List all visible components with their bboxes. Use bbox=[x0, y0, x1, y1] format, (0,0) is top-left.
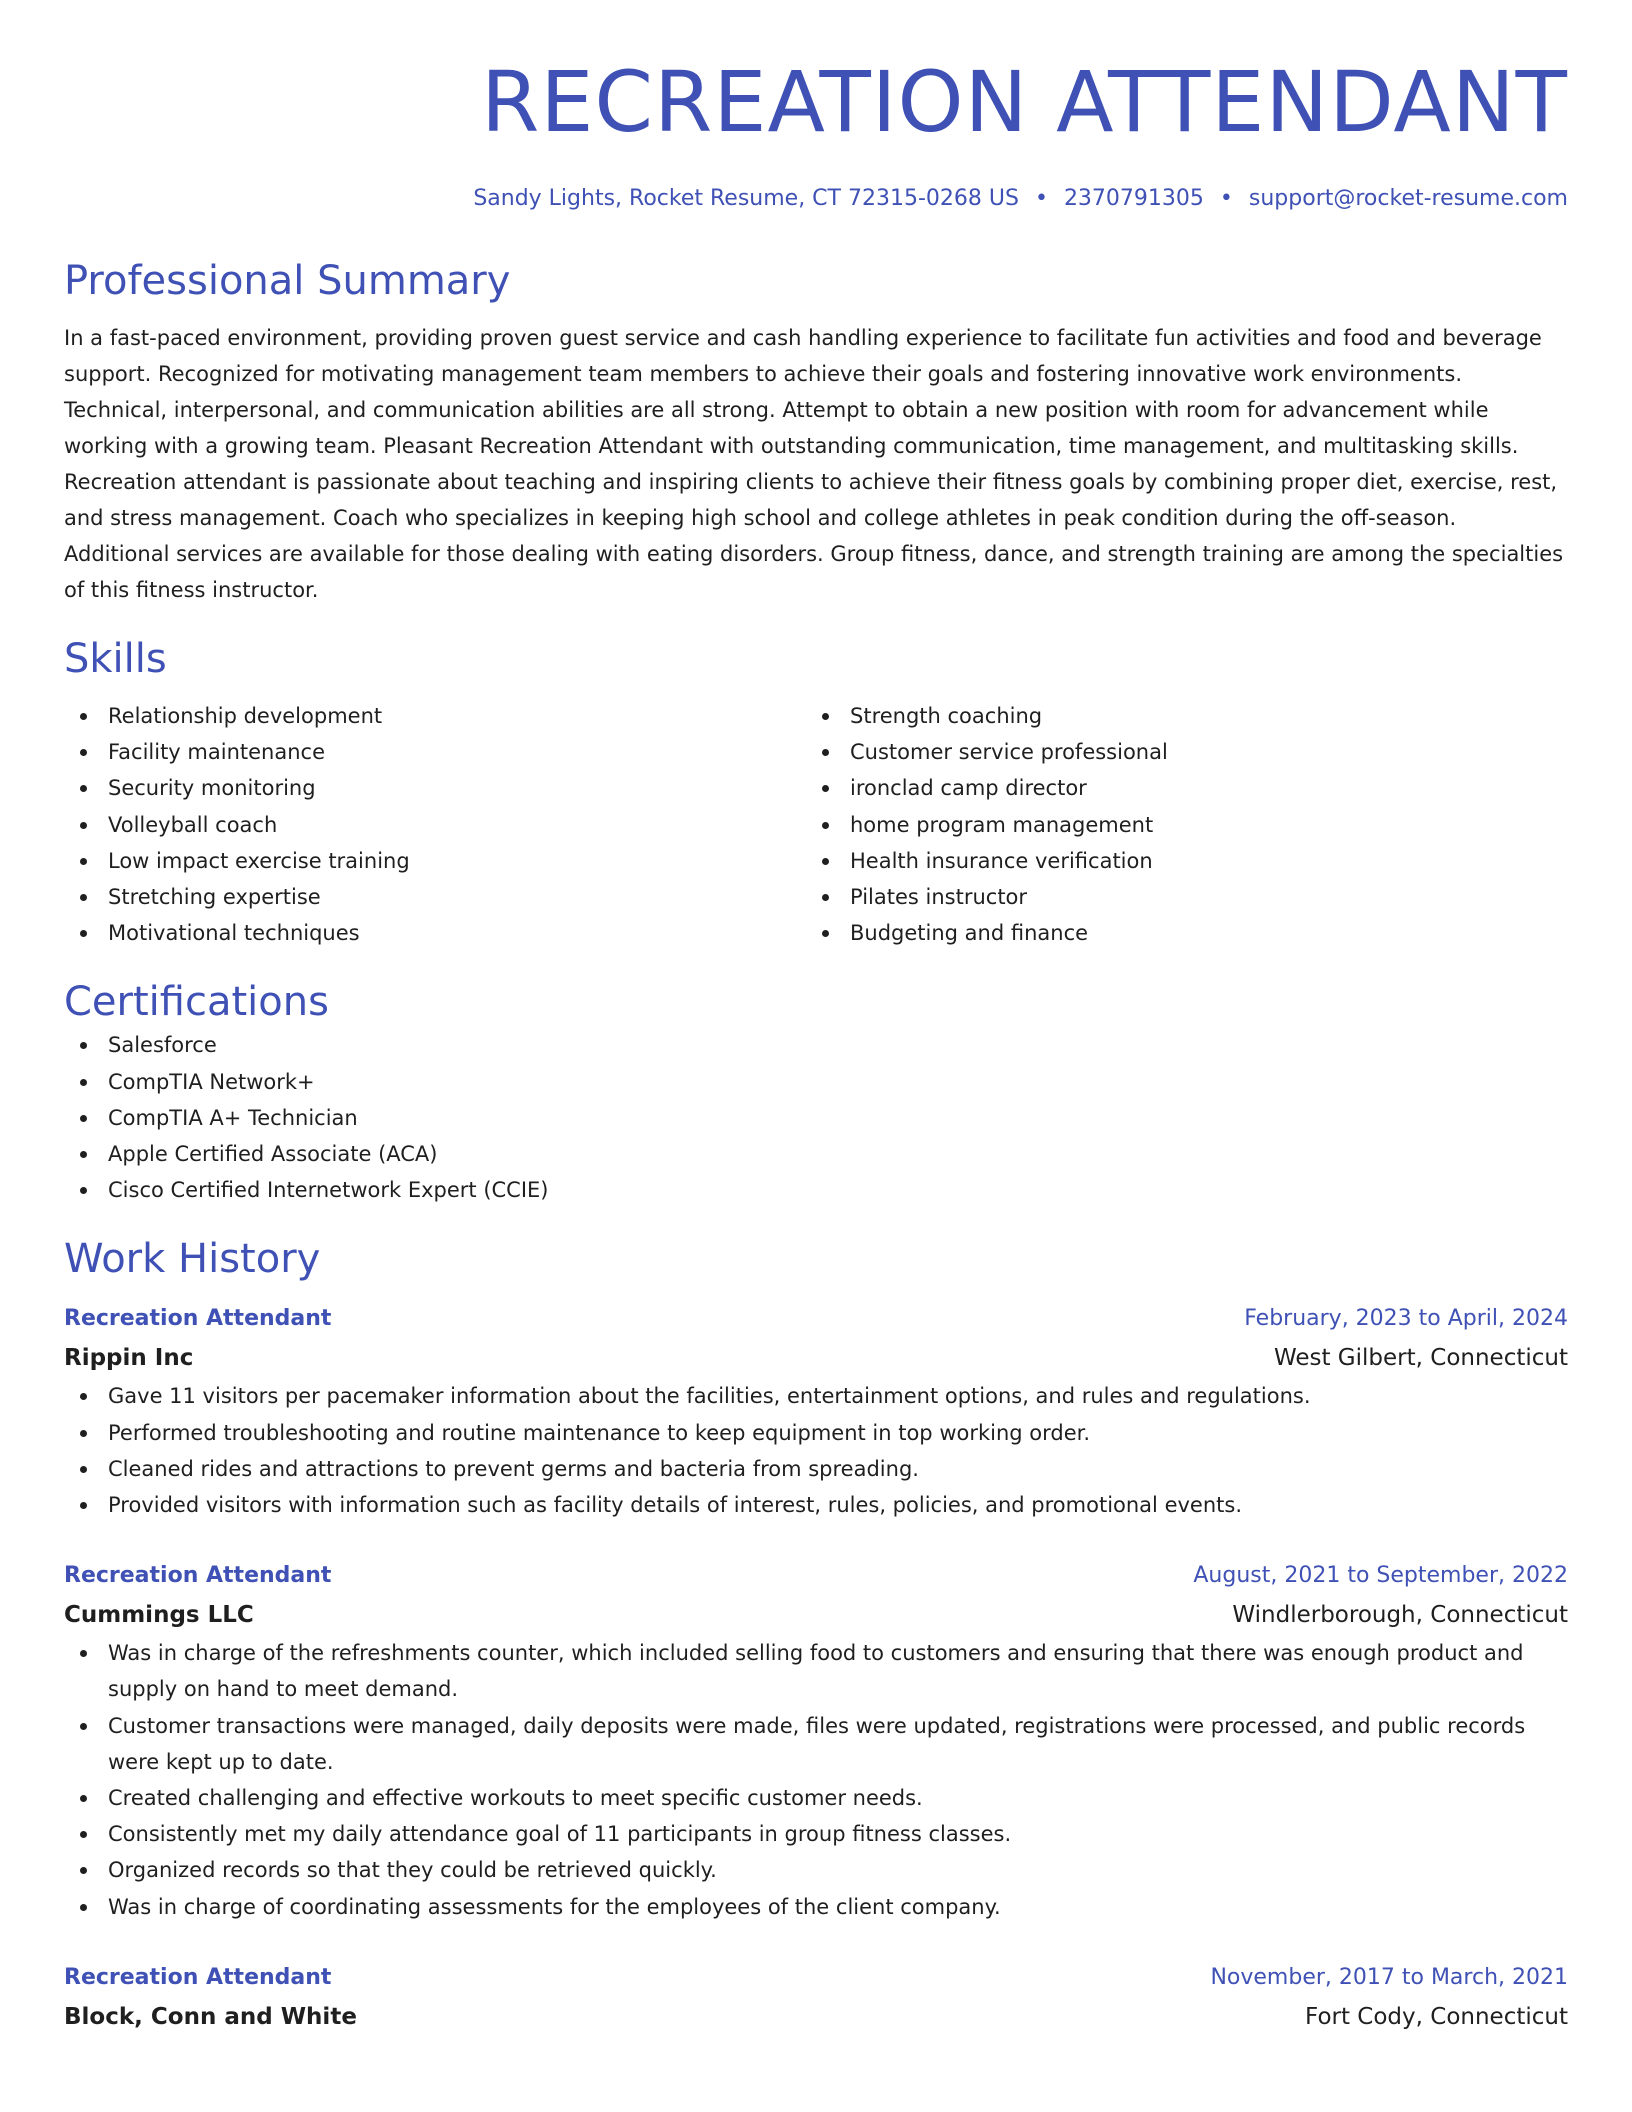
resume-page bbox=[64, 0, 1568, 2037]
job-duty-item: Was in charge of the refreshments counter, which included selling food to customers and ensuring that there was enough product and supply on hand to meet demand. bbox=[64, 1635, 1568, 1707]
job-duty-item: Was in charge of coordinating assessments for the employees of the client company. bbox=[64, 1889, 1568, 1925]
job-title: Recreation Attendant bbox=[64, 1964, 332, 1990]
skill-item: Relationship development bbox=[64, 698, 806, 734]
job-duty-item: Consistently met my daily attendance goal of 11 participants in group fitness classes. bbox=[64, 1816, 1568, 1852]
contact-email[interactable]: support@rocket-resume.com bbox=[1248, 186, 1568, 211]
work-history-list bbox=[64, 1300, 1568, 2036]
job-title-row bbox=[64, 1959, 1568, 1997]
job-company: Block, Conn and White bbox=[64, 2003, 357, 2030]
job-title: Recreation Attendant bbox=[64, 1306, 332, 1332]
job-company-row bbox=[64, 1338, 1568, 1378]
job-duty-item: Cleaned rides and attractions to prevent germs and bacteria from spreading. bbox=[64, 1451, 1568, 1487]
job-duty-item: Gave 11 visitors per pacemaker information about the facilities, entertainment options, and rules and regulations. bbox=[64, 1378, 1568, 1414]
job-duties-list bbox=[64, 1635, 1568, 1925]
skills-left-column bbox=[64, 698, 806, 951]
contact-phone: 2370791305 bbox=[1063, 186, 1204, 211]
summary-heading: Professional Summary bbox=[64, 258, 511, 304]
summary-text: In a fast-paced environment, providing proven guest service and cash handling experience to facilitate fun activities and food and beverage support. Recognized for motivating management team members to achieve their goals and fostering innovative work environments. Technical, interpersonal, and communication abilities are all strong. Attempt to obtain a new position with room for advancement while working with a growing team. Pleasant Recreation Attendant with outstanding communication, time management, and multitasking skills. Recreation attendant is passionate about teaching and inspiring clients to achieve their fitness goals by combining proper diet, exercise, rest, and stress management. Coach who specializes in keeping high school and college athletes in peak condition during the off-season. Additional services are available for those dealing with eating disorders. Group fitness, dance, and strength training are among the specialties of this fitness instructor. bbox=[64, 326, 1564, 602]
skills-right-column bbox=[806, 698, 1548, 951]
certification-item: CompTIA A+ Technician bbox=[64, 1100, 1568, 1136]
job-duty-item: Performed troubleshooting and routine maintenance to keep equipment in top working order. bbox=[64, 1415, 1568, 1451]
contact-separator: • bbox=[1219, 186, 1233, 211]
resume-header bbox=[64, 0, 1568, 214]
job-location: West Gilbert, Connecticut bbox=[1273, 1345, 1568, 1372]
job-duty-item: Created challenging and effective workouts to meet specific customer needs. bbox=[64, 1780, 1568, 1816]
skill-item: Strength coaching bbox=[806, 698, 1548, 734]
certification-item: CompTIA Network+ bbox=[64, 1064, 1568, 1100]
certifications-heading: Certifications bbox=[64, 979, 329, 1026]
skill-item: Low impact exercise training bbox=[64, 843, 806, 879]
skill-item: Volleyball coach bbox=[64, 807, 806, 843]
skill-item: Pilates instructor bbox=[806, 879, 1548, 915]
skill-item: Stretching expertise bbox=[64, 879, 806, 915]
job-dates: February, 2023 to April, 2024 bbox=[1244, 1306, 1568, 1332]
certification-item: Apple Certified Associate (ACA) bbox=[64, 1136, 1568, 1172]
contact-line bbox=[64, 184, 1568, 214]
skill-item: home program management bbox=[806, 807, 1548, 843]
skill-item: Budgeting and finance bbox=[806, 915, 1548, 951]
skill-item: Motivational techniques bbox=[64, 915, 806, 951]
job-location: Fort Cody, Connecticut bbox=[1305, 2003, 1568, 2030]
job-company: Rippin Inc bbox=[64, 1345, 194, 1372]
skill-item: Customer service professional bbox=[806, 734, 1548, 770]
skill-item: Security monitoring bbox=[64, 770, 806, 806]
work-history-heading: Work History bbox=[64, 1236, 321, 1283]
job-title-row bbox=[64, 1557, 1568, 1595]
job-dates: August, 2021 to September, 2022 bbox=[1193, 1563, 1568, 1589]
job-company-row bbox=[64, 1997, 1568, 2037]
job-entry bbox=[64, 1300, 1568, 1523]
certifications-list bbox=[64, 1027, 1568, 1208]
candidate-name: RECREATION ATTENDANT bbox=[480, 53, 1568, 151]
skills-heading: Skills bbox=[64, 636, 167, 682]
skills-grid bbox=[64, 698, 1568, 951]
job-duties-list bbox=[64, 1378, 1568, 1523]
certification-item: Cisco Certified Internetwork Expert (CCIE) bbox=[64, 1172, 1568, 1208]
skill-item: Facility maintenance bbox=[64, 734, 806, 770]
job-duty-item: Organized records so that they could be retrieved quickly. bbox=[64, 1852, 1568, 1888]
job-duty-item: Customer transactions were managed, daily deposits were made, files were updated, registrations were processed, and public records were kept up to date. bbox=[64, 1708, 1568, 1780]
job-dates: November, 2017 to March, 2021 bbox=[1210, 1964, 1568, 1990]
job-company-row bbox=[64, 1595, 1568, 1635]
job-duty-item: Provided visitors with information such as facility details of interest, rules, policies, and promotional events. bbox=[64, 1487, 1568, 1523]
contact-address: Sandy Lights, Rocket Resume, CT 72315-0268 US bbox=[473, 186, 1019, 211]
job-location: Windlerborough, Connecticut bbox=[1232, 1602, 1568, 1629]
job-title-row bbox=[64, 1300, 1568, 1338]
job-company: Cummings LLC bbox=[64, 1602, 254, 1629]
job-entry bbox=[64, 1557, 1568, 1925]
job-title: Recreation Attendant bbox=[64, 1563, 332, 1589]
skill-item: ironclad camp director bbox=[806, 770, 1548, 806]
job-entry bbox=[64, 1959, 1568, 2037]
contact-separator: • bbox=[1034, 186, 1048, 211]
skill-item: Health insurance verification bbox=[806, 843, 1548, 879]
certification-item: Salesforce bbox=[64, 1027, 1568, 1063]
